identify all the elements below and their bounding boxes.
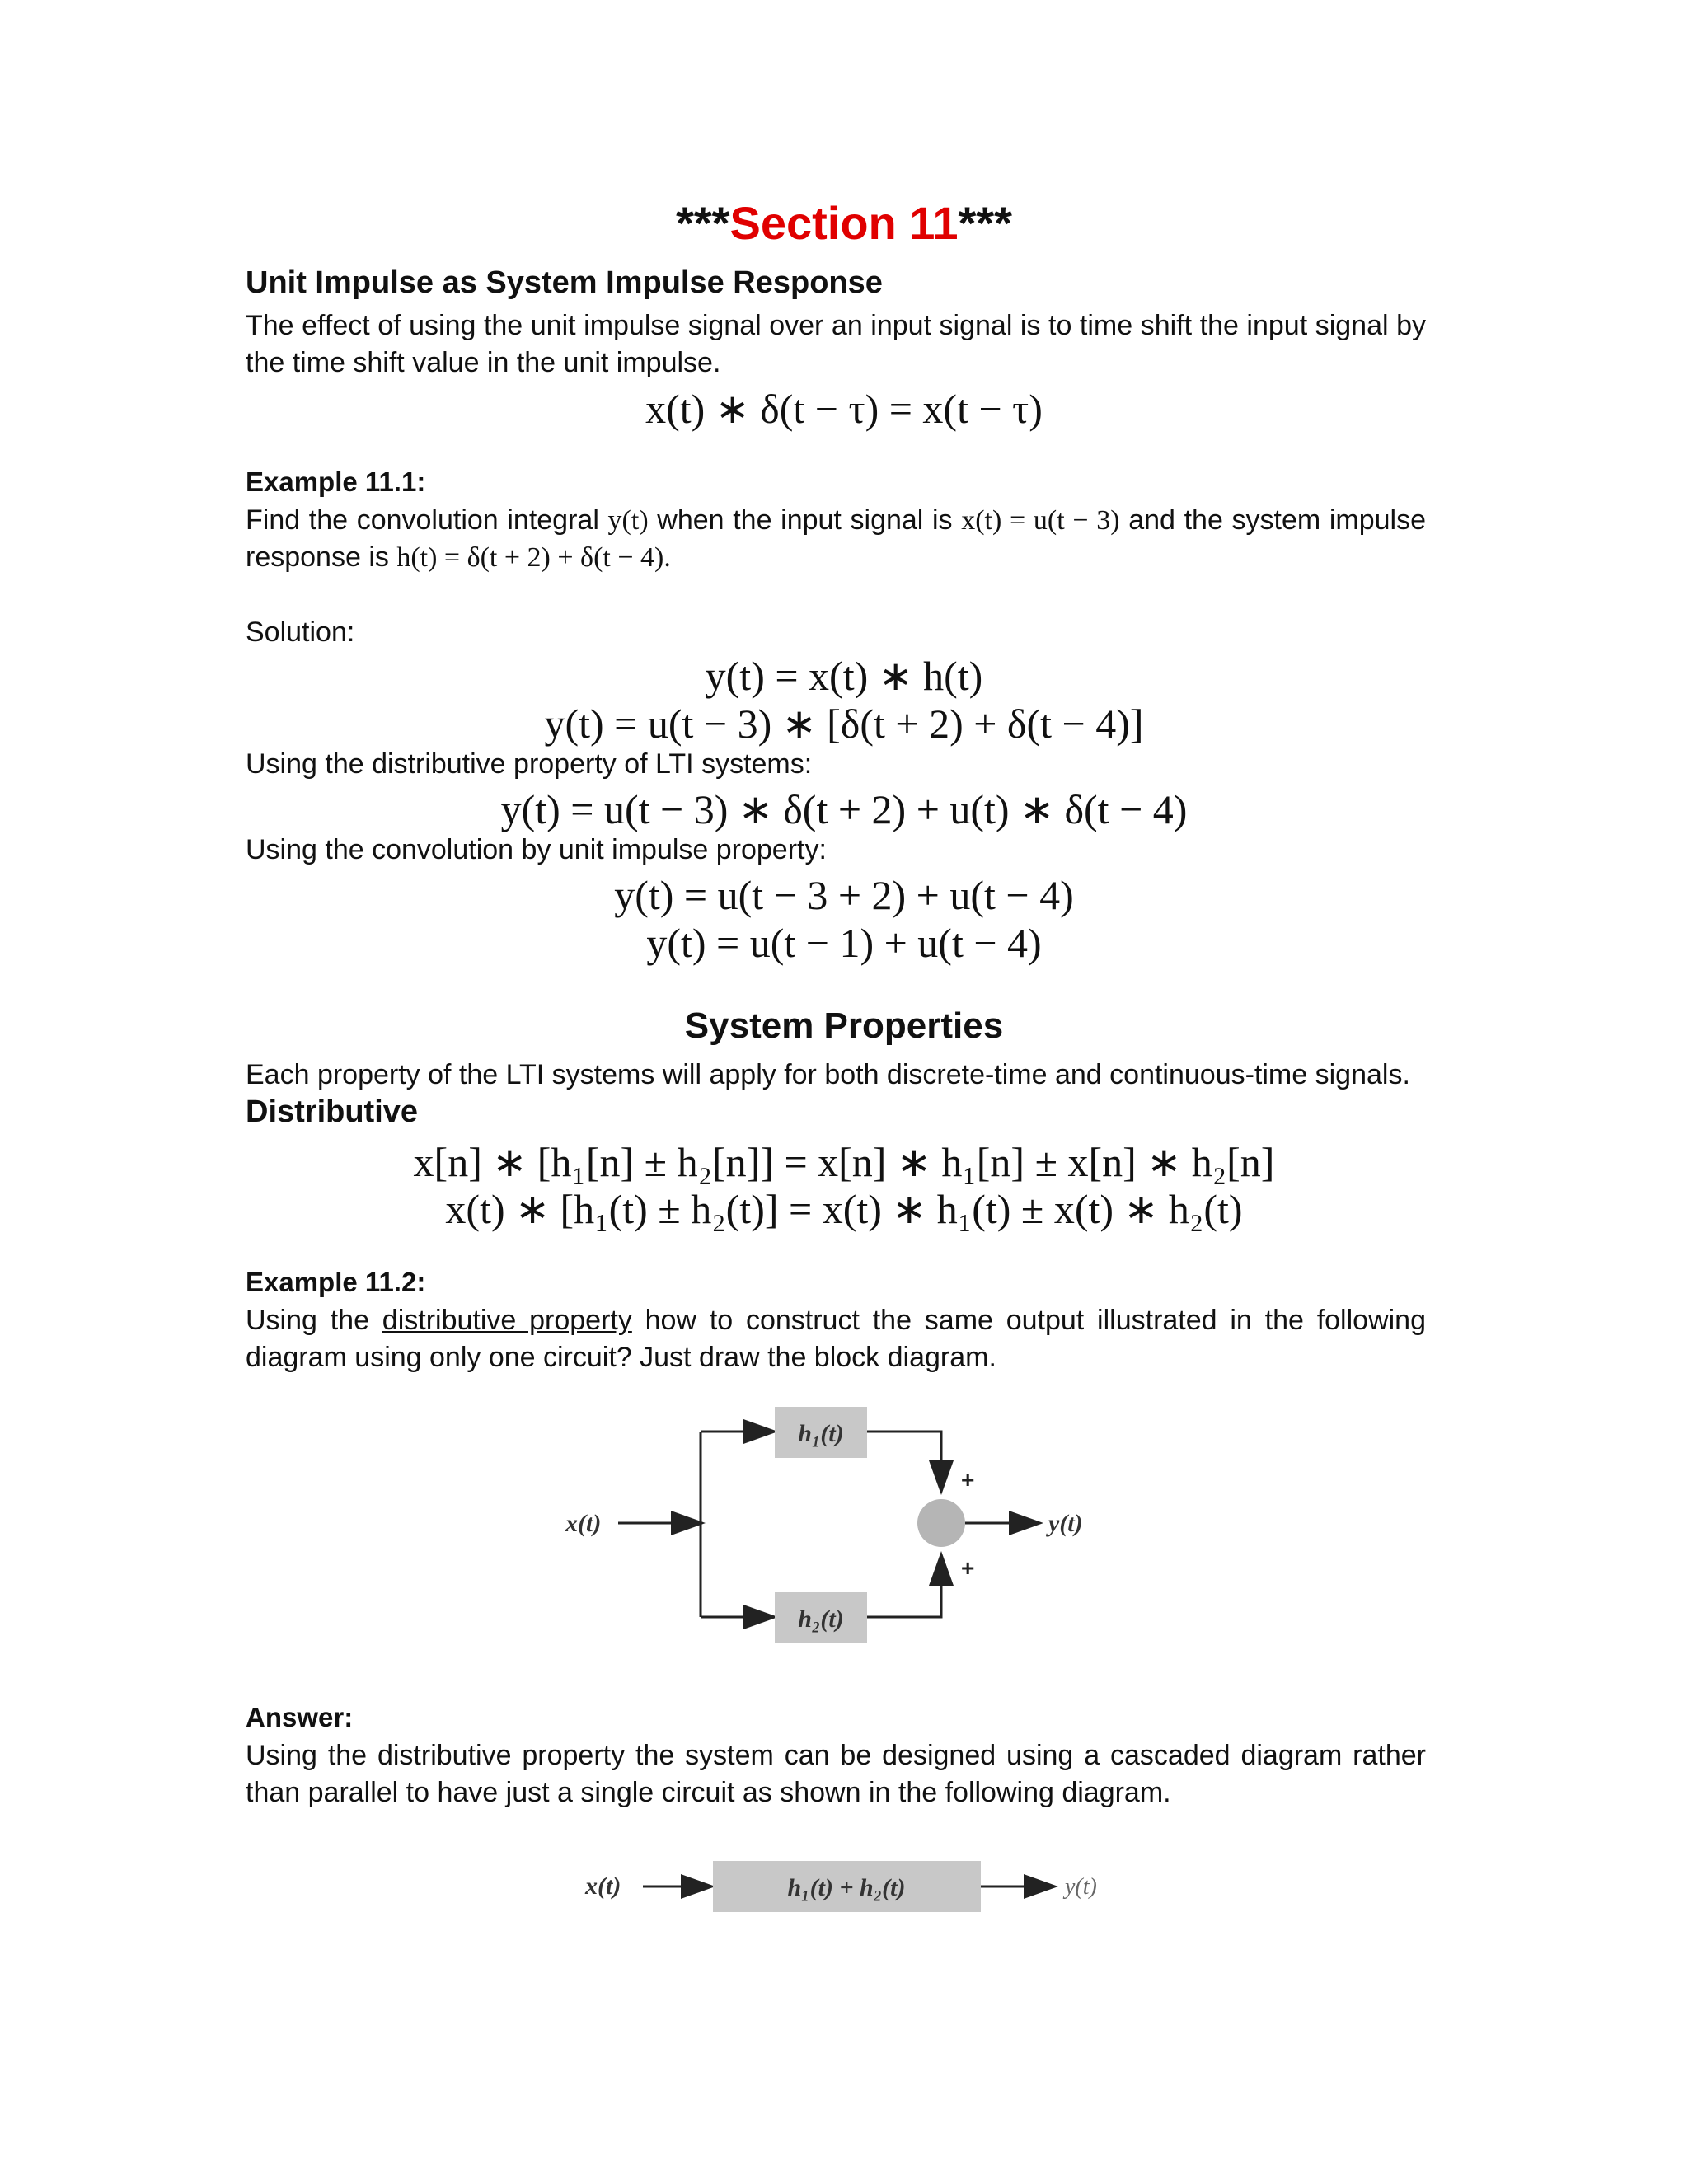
upper-to-summer-arrow (867, 1432, 941, 1490)
inline-yt: y(t) (607, 505, 649, 536)
heading-unit-impulse: Unit Impulse as System Impulse Response (246, 265, 883, 300)
block-h1-label: h₁(t) (798, 1420, 844, 1447)
answer-label: Answer: (246, 1702, 354, 1732)
cascade-input-label: x(t) (585, 1872, 621, 1900)
system-properties-text: Each property of the LTI systems will apply for both discrete-time and continuous-time signals. (246, 1059, 1410, 1090)
example-11-2-text: Using the distributive property how to construct the same output illustrated in the following diagram using only one circuit? Just draw the block diagram. (246, 1305, 1426, 1373)
equation-y-final: y(t) = u(t − 1) + u(t − 4) (646, 920, 1042, 966)
section-title (0, 196, 1688, 250)
output-label-yt: y(t) (1048, 1510, 1083, 1537)
plus-sign-upper: + (961, 1467, 975, 1493)
inline-xt: x(t) = u(t − 3) (961, 505, 1120, 536)
inline-ht: h(t) = δ(t + 2) + δ(t − 4). (396, 542, 671, 573)
title-stars-left: *** (676, 197, 730, 249)
equation-y-distributed: y(t) = u(t − 3) ∗ δ(t + 2) + u(t) ∗ δ(t − 4) (500, 786, 1188, 832)
distributive-property-link[interactable]: distributive property (382, 1305, 632, 1336)
note-distributive: Using the distributive property of LTI systems: (246, 748, 813, 780)
summing-junction (917, 1499, 965, 1547)
parallel-block-diagram (544, 1385, 1137, 1665)
cascaded-block-diagram (560, 1846, 1137, 1929)
example-11-2-label: Example 11.2: (246, 1267, 426, 1297)
cascade-output-label: y(t) (1065, 1874, 1097, 1900)
example-11-1-text: Find the convolution integral y(t) when the input signal is x(t) = u(t − 3) and the system impulse response is h(t) = δ(t + 2) + δ(t − 4). (246, 504, 1427, 573)
title-stars-right: *** (958, 197, 1012, 249)
block-h1-plus-h2-label: h₁(t) + h₂(t) (787, 1874, 906, 1901)
heading-distributive: Distributive (246, 1094, 419, 1129)
equation-distributive-continuous: x(t) ∗ [h₁(t) ± h₂(t)] = x(t) ∗ h₁(t) ± x(t) ∗ h₂(t) (445, 1186, 1243, 1232)
equation-y-shifted: y(t) = u(t − 3 + 2) + u(t − 4) (614, 872, 1074, 918)
note-impulse-property: Using the convolution by unit impulse property: (246, 834, 827, 865)
equation-distributive-discrete: x[n] ∗ [h₁[n] ± h₂[n]] = x[n] ∗ h₁[n] ± x[n] ∗ h₂[n] (413, 1139, 1275, 1185)
example-11-1-label: Example 11.1: (246, 466, 426, 497)
intro-paragraph: The effect of using the unit impulse signal over an input signal is to time shift the input signal by the time shift value in the unit impulse. (246, 310, 1426, 378)
lower-to-summer-arrow (867, 1556, 941, 1617)
heading-system-properties: System Properties (684, 1005, 1004, 1046)
plus-sign-lower: + (961, 1555, 975, 1581)
solution-label: Solution: (246, 616, 355, 648)
title-section: Section 11 (729, 197, 959, 249)
equation-time-shift: x(t) ∗ δ(t − τ) = x(t − τ) (645, 386, 1043, 432)
block-h2-label: h₂(t) (798, 1605, 844, 1633)
equation-y-conv: y(t) = x(t) ∗ h(t) (705, 653, 983, 699)
equation-y-expanded: y(t) = u(t − 3) ∗ [δ(t + 2) + δ(t − 4)] (544, 701, 1144, 747)
input-label-xt: x(t) (565, 1510, 602, 1537)
answer-text: Using the distributive property the system can be designed using a cascaded diagram rather than parallel to have just a single circuit as shown in the following diagram. (246, 1740, 1426, 1808)
